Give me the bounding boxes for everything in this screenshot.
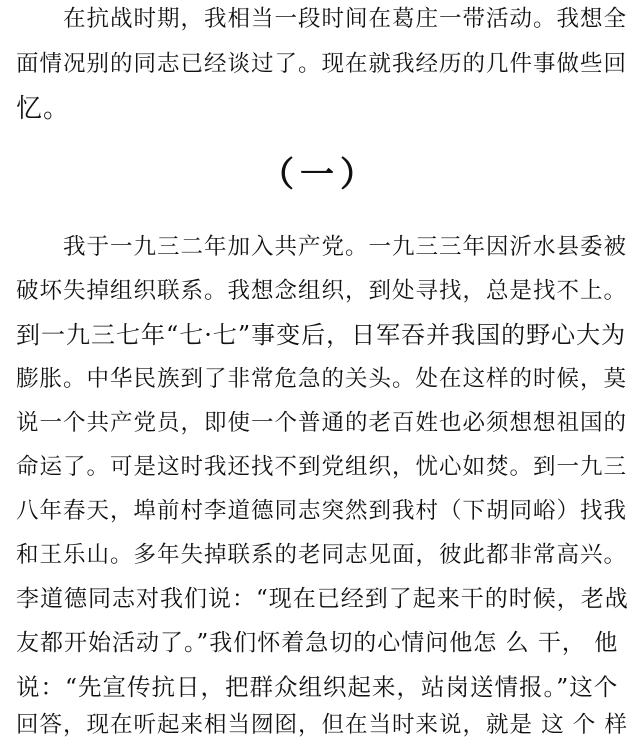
intro-line-1: 在抗战时期，我相当一段时间在葛庄一带活动。我想全 <box>16 6 628 32</box>
intro-line-3: 忆。 <box>16 94 71 124</box>
paragraph-line: 说：“先宣传抗日，把群众组织起来，站岗送情报。”这个 <box>16 673 619 701</box>
paragraph-line: 李道德同志对我们说：“现在已经到了起来干的时候，老战 <box>16 586 629 612</box>
paragraph-line: 命运了。可是这时我还找不到党组织，忧心如焚。到一九三 <box>16 454 628 480</box>
paragraph-line: 说一个共产党员，即使一个普通的老百姓也必须想想祖国的 <box>16 410 628 436</box>
paragraph-line: 和王乐山。多年失掉联系的老同志见面，彼此都非常高兴。 <box>16 542 628 568</box>
paragraph-line: 回答，现在听起来相当囫囵，但在当时来说，就是 这 个 样 <box>16 712 628 738</box>
intro-line-2: 面情况别的同志已经谈过了。现在就我经历的几件事做些回 <box>16 51 628 77</box>
paragraph-line: 膨胀。中华民族到了非常危急的关头。处在这样的时候，莫 <box>16 366 628 392</box>
paragraph-line: 破坏失掉组织联系。我想念组织，到处寻找，总是找不上。 <box>16 278 628 304</box>
paragraph-line: 友都开始活动了。”我们怀着急切的心情问他怎 么 干， 他 <box>16 630 619 656</box>
paragraph-line: 我于一九三二年加入共产党。一九三三年因沂水县委被 <box>16 234 628 260</box>
paragraph-line: 到一九三七年“七·七”事变后，日军吞并我国的野心大为 <box>16 321 627 349</box>
paragraph-line: 八年春天，埠前村李道德同志突然到我村（下胡同峪）找我 <box>16 498 628 524</box>
section-heading: （一） <box>260 155 380 195</box>
